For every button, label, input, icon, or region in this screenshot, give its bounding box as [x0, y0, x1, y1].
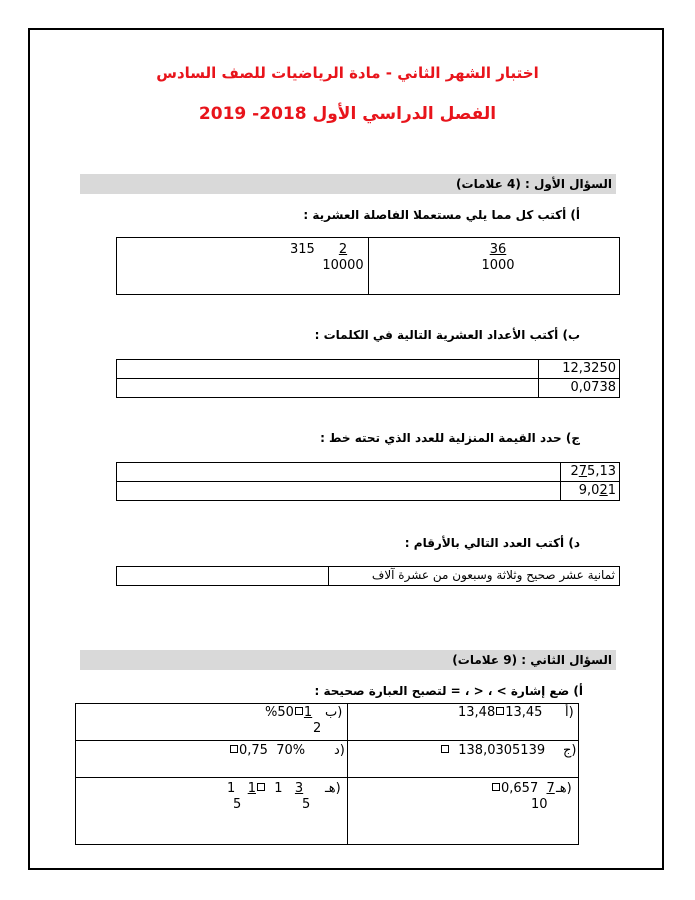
item-b-expression: %50 1 [265, 705, 313, 720]
number-in-words: ثمانية عشر صحيح وثلاثة وسبعون من عشرة آلاف [371, 568, 615, 582]
item-e-expression: 0,657 7 [491, 781, 555, 797]
q1-part-a-label: أ) أكتب كل مما يلي مستعملا الفاصلة العشرية : [303, 208, 580, 222]
q2-col-divider [347, 703, 348, 845]
semester-title: الفصل الدراسي الأول 2018- 2019 [198, 104, 497, 124]
item-a-expression: 13,48 13,45 [458, 705, 543, 720]
comparison-box-icon[interactable] [295, 707, 303, 715]
item-b-label: ب) [325, 705, 343, 720]
item-d-label: د) [334, 743, 345, 758]
place-value-1: 275,13 [570, 464, 616, 479]
comparison-box-icon[interactable] [257, 783, 265, 791]
item-h-denominator-1: 5 [302, 797, 311, 812]
item-d-expression: 0,75 70% [229, 743, 305, 759]
fraction-right-numerator: 36 [489, 242, 507, 257]
mixed-fraction-denominator: 10000 [322, 258, 364, 273]
q2-compare-table [75, 703, 579, 845]
mixed-number-fraction [320, 242, 366, 274]
question-1-heading: السؤال الأول : (4 علامات) [80, 174, 616, 194]
exam-title: اختبار الشهر الثاني - مادة الرياضيات للصف السادس [156, 64, 539, 82]
q1-part-b-label: ب) أكتب الأعداد العشرية التالية في الكلمات : [314, 328, 580, 342]
comparison-box-icon[interactable] [441, 745, 449, 753]
q1-part-d-label: د) أكتب العدد التالي بالأرقام : [404, 536, 580, 550]
item-h-denominator-2: 5 [233, 797, 242, 812]
q2-row-divider-2 [75, 777, 579, 778]
item-b-denominator: 2 [313, 721, 322, 736]
q2-part-a-label: أ) ضع إشارة > ، < ، = لتصبح العبارة صحيحة : [314, 684, 583, 698]
q2-row-divider-1 [75, 740, 579, 741]
comparison-box-icon[interactable] [496, 707, 504, 715]
q1-part-d-col-divider [328, 566, 329, 586]
q1-part-c-label: ج) حدد القيمة المنزلية للعدد الذي تحته خط : [320, 431, 580, 445]
q1-part-c-col-divider [560, 462, 561, 501]
item-h-label: هـ) [325, 781, 341, 796]
q1-part-c-row-divider [116, 481, 620, 482]
mixed-number-whole: 315 [290, 242, 315, 257]
item-e-label: هـ) [556, 781, 572, 796]
comparison-box-icon[interactable] [230, 745, 238, 753]
item-e-denominator: 10 [531, 797, 548, 812]
item-h-expression-top: 1 1 1 3 [227, 781, 304, 796]
item-a-label: أ) [565, 705, 574, 720]
q1-part-b-row-divider [116, 378, 620, 379]
decimal-2: 0,0738 [570, 380, 616, 395]
place-value-2: 9,021 [578, 483, 616, 498]
question-2-heading: السؤال الثاني : (9 علامات) [80, 650, 616, 670]
decimal-1: 12,3250 [562, 361, 616, 376]
mixed-fraction-numerator: 2 [338, 242, 348, 257]
fraction-right [478, 242, 518, 274]
fraction-right-denominator: 1000 [481, 258, 515, 273]
q1-part-a-divider [368, 237, 369, 295]
item-c-label: ج) [563, 743, 577, 758]
q1-part-b-col-divider [538, 359, 539, 398]
comparison-box-icon[interactable] [492, 783, 500, 791]
item-c-expression: 138,0305139 [440, 743, 545, 759]
